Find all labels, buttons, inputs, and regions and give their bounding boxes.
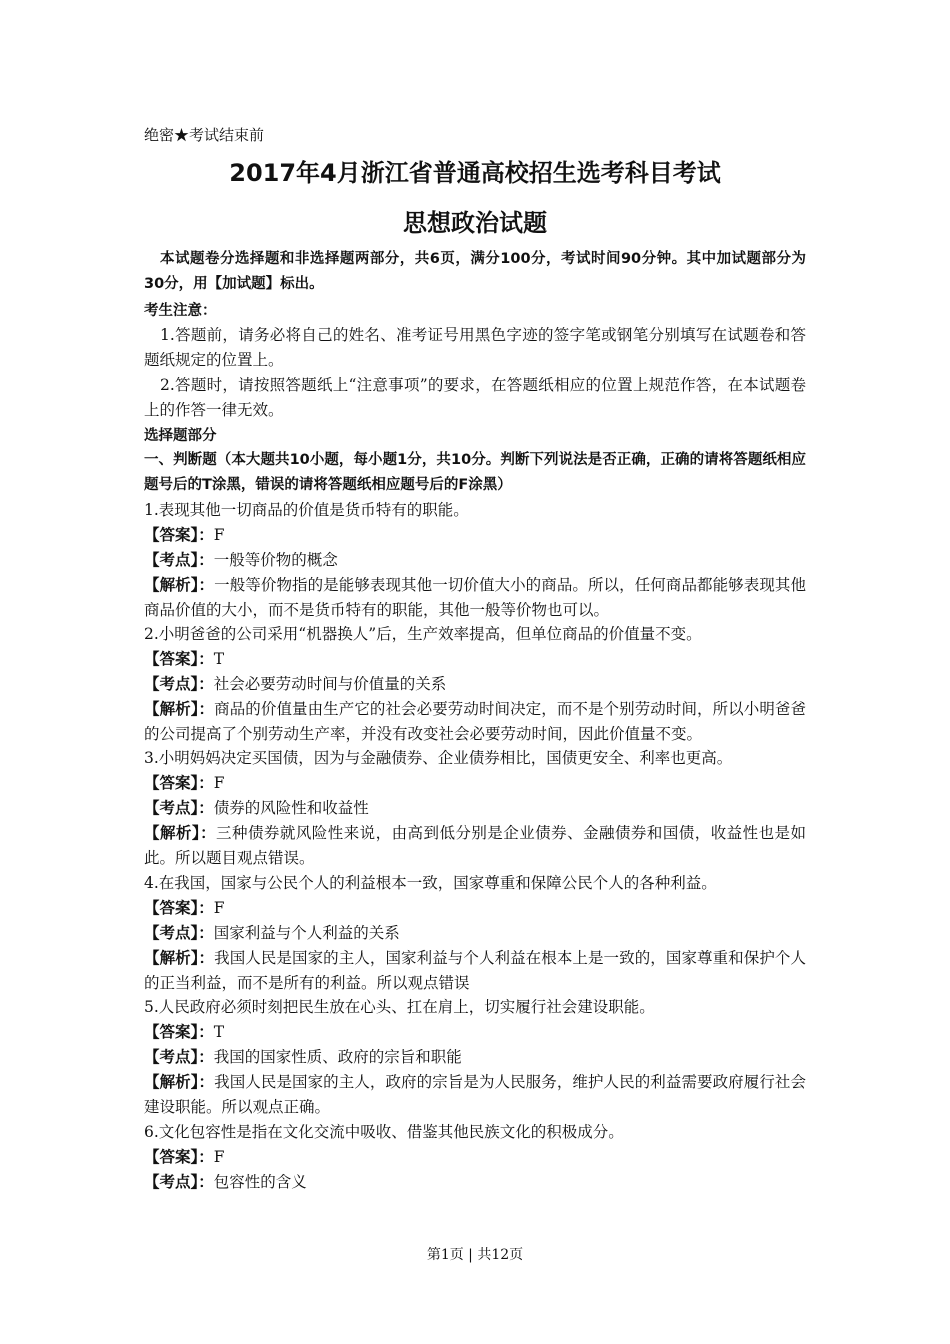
- point-value: 债券的风险性和收益性: [213, 799, 369, 817]
- answer-row: [144, 525, 806, 545]
- answer-row: [144, 1147, 806, 1167]
- notice-title: 考生注意：: [144, 303, 217, 319]
- exam-subtitle: 思想政治试题: [403, 209, 547, 237]
- answer-value: F: [213, 526, 225, 544]
- notice-item-1: 1.答题前，请务必将自己的姓名、准考证号用黑色字迹的签字笔或钢笔分别填写在试题卷和答题纸规定的位置上。: [144, 326, 806, 369]
- point-value: 社会必要劳动时间与价值量的关系: [213, 675, 447, 693]
- section-instructions: 一、判断题（本大题共10小题，每小题1分，共10分。判断下列说法是否正确，正确的请将答题纸相应题号后的T涂黑，错误的请将答题纸相应题号后的F涂黑）: [144, 452, 806, 493]
- answer-label: 【答案】：: [144, 525, 214, 544]
- exam-title: 2017年4月浙江省普通高校招生选考科目考试: [229, 159, 721, 187]
- point-value: 一般等价物的概念: [213, 551, 338, 569]
- analysis-row: [144, 696, 806, 747]
- question-1: 1.表现其他一切商品的价值是货币特有的职能。: [144, 501, 469, 519]
- answer-value: F: [213, 774, 225, 792]
- analysis-value: 商品的价值量由生产它的社会必要劳动时间决定，而不是个别劳动时间，所以小明爸爸的公司提高了个别劳动生产率，并没有改变社会必要劳动时间，因此价值量不变。: [144, 700, 806, 743]
- analysis-label: 【解析】：: [144, 575, 215, 594]
- answer-label: 【答案】：: [144, 649, 214, 668]
- answer-value: T: [213, 1023, 225, 1041]
- answer-row: [144, 773, 806, 793]
- point-label: 【考点】：: [144, 923, 214, 942]
- analysis-label: 【解析】：: [144, 948, 215, 967]
- part-title: 选择题部分: [144, 428, 217, 444]
- analysis-label: 【解析】：: [144, 1072, 215, 1091]
- answer-label: 【答案】：: [144, 898, 214, 917]
- question-3: 3.小明妈妈决定买国债，因为与金融债券、企业债券相比，国债更安全、利率也更高。: [144, 749, 733, 767]
- analysis-value: 我国人民是国家的主人，国家利益与个人利益在根本上是一致的，国家尊重和保护个人的正当利益，而不是所有的利益。所以观点错误: [144, 949, 806, 992]
- point-row: [144, 923, 806, 943]
- question-4: 4.在我国，国家与公民个人的利益根本一致，国家尊重和保障公民个人的各种利益。: [144, 874, 717, 892]
- analysis-value: 一般等价物指的是能够表现其他一切价值大小的商品。所以，任何商品都能够表现其他商品价值的大小，而不是货币特有的职能，其他一般等价物也可以。: [144, 576, 806, 619]
- point-row: [144, 550, 806, 570]
- analysis-value: 三种债券就风险性来说，由高到低分别是企业债券、金融债券和国债，收益性也是如此。所以题目观点错误。: [144, 824, 806, 867]
- answer-row: [144, 1022, 806, 1042]
- page-footer: 第1页 | 共12页: [426, 1247, 524, 1263]
- point-label: 【考点】：: [144, 1172, 214, 1191]
- answer-label: 【答案】：: [144, 773, 214, 792]
- question-5: 5.人民政府必须时刻把民生放在心头、扛在肩上，切实履行社会建设职能。: [144, 998, 655, 1016]
- answer-value: T: [213, 650, 225, 668]
- point-label: 【考点】：: [144, 674, 214, 693]
- answer-label: 【答案】：: [144, 1147, 214, 1166]
- point-label: 【考点】：: [144, 1047, 214, 1066]
- analysis-row: [144, 820, 806, 871]
- point-value: 我国的国家性质、政府的宗旨和职能: [213, 1048, 462, 1066]
- answer-value: F: [213, 1148, 225, 1166]
- point-row: [144, 798, 806, 818]
- analysis-row: [144, 572, 806, 623]
- confidential-mark: 绝密★考试结束前: [144, 126, 265, 144]
- point-value: 包容性的含义: [213, 1173, 307, 1191]
- point-value: 国家利益与个人利益的关系: [213, 924, 400, 942]
- analysis-value: 我国人民是国家的主人，政府的宗旨是为人民服务，维护人民的利益需要政府履行社会建设职能。所以观点正确。: [144, 1073, 806, 1116]
- analysis-label: 【解析】：: [144, 823, 217, 842]
- point-row: [144, 1047, 806, 1067]
- point-label: 【考点】：: [144, 550, 214, 569]
- point-label: 【考点】：: [144, 798, 214, 817]
- question-2: 2.小明爸爸的公司采用“机器换人”后，生产效率提高，但单位商品的价值量不变。: [144, 625, 702, 643]
- answer-row: [144, 898, 806, 918]
- answer-row: [144, 649, 806, 669]
- point-row: [144, 1172, 806, 1192]
- point-row: [144, 674, 806, 694]
- intro-text: 本试题卷分选择题和非选择题两部分，共6页，满分100分，考试时间90分钟。其中加试题部分为30分，用【加试题】标出。: [144, 251, 806, 292]
- question-6: 6.文化包容性是指在文化交流中吸收、借鉴其他民族文化的积极成分。: [144, 1123, 624, 1141]
- notice-item-2: 2.答题时，请按照答题纸上“注意事项”的要求，在答题纸相应的位置上规范作答，在本试题卷上的作答一律无效。: [144, 376, 806, 419]
- analysis-row: [144, 1069, 806, 1120]
- analysis-label: 【解析】：: [144, 699, 215, 718]
- answer-value: F: [213, 899, 225, 917]
- analysis-row: [144, 945, 806, 996]
- answer-label: 【答案】：: [144, 1022, 214, 1041]
